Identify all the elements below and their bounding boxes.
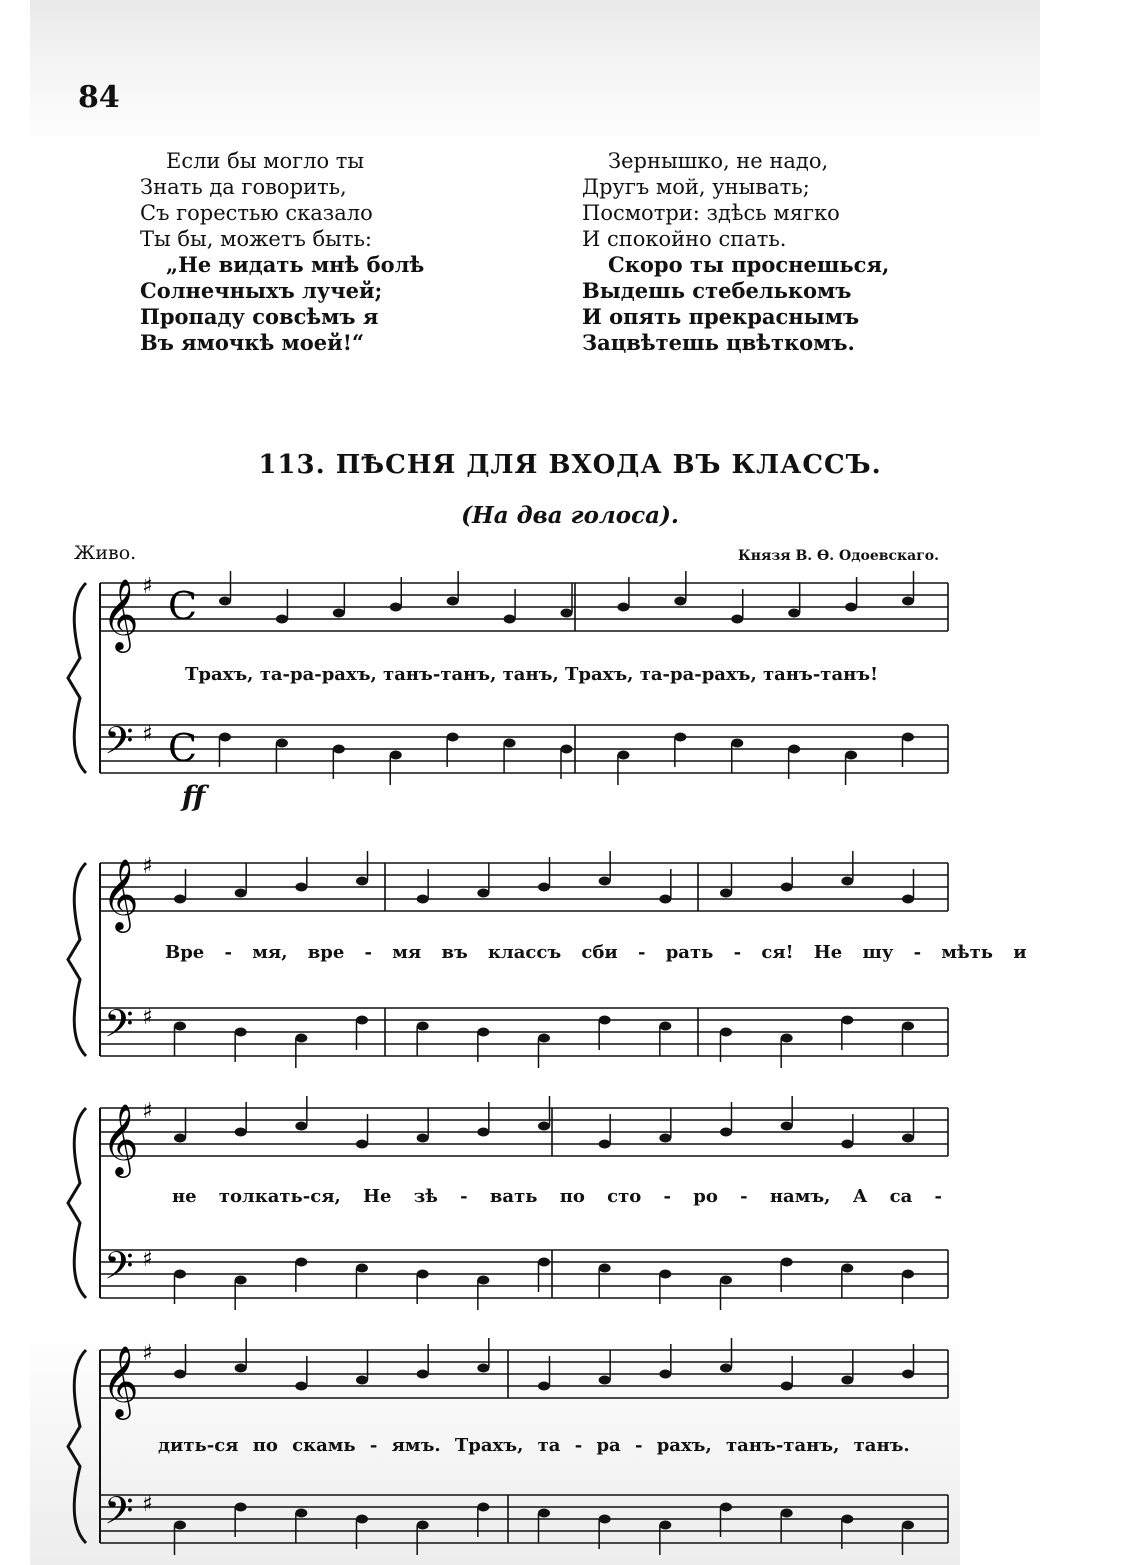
key-signature-sharp-icon: ♯ [142, 722, 153, 747]
key-signature-sharp-icon: ♯ [142, 1247, 153, 1272]
notehead [417, 1022, 429, 1031]
notehead [538, 1034, 550, 1043]
poem-line: Зернышко, не надо, [608, 149, 829, 173]
notehead [235, 1028, 247, 1037]
notehead [841, 1140, 853, 1149]
lyrics-line-4: дить-ся по скамь - ямъ. Трахъ, та - ра - рахъ, танъ-танъ, танъ. [158, 1435, 910, 1456]
notehead [538, 1509, 550, 1518]
notehead [235, 1128, 247, 1137]
notehead [720, 1364, 732, 1373]
notehead [720, 1503, 732, 1512]
notehead [599, 1140, 611, 1149]
notehead [538, 1122, 550, 1131]
notehead [781, 1258, 793, 1267]
notehead [477, 1028, 489, 1037]
notehead [417, 895, 429, 904]
notehead [295, 1509, 307, 1518]
notehead [504, 739, 516, 748]
notehead [295, 883, 307, 892]
composer-credit: Князя В. Ө. Одоевскаго. [738, 548, 939, 564]
notehead [356, 877, 368, 886]
notehead [845, 751, 857, 760]
bass-clef-icon: 𝄢 [104, 1001, 134, 1055]
poem-line: И опять прекраснымъ [582, 304, 860, 329]
notehead [902, 597, 914, 606]
notehead [295, 1258, 307, 1267]
notehead [219, 733, 231, 742]
notehead [788, 745, 800, 754]
notehead [504, 615, 516, 624]
poem-line: Если бы могло ты [166, 149, 365, 173]
notehead [788, 609, 800, 618]
notehead [538, 1258, 550, 1267]
notehead [841, 1016, 853, 1025]
notehead [390, 603, 402, 612]
notehead [599, 1016, 611, 1025]
notehead [781, 1122, 793, 1131]
notehead [561, 745, 573, 754]
poem-line: Солнечныхъ лучей; [140, 278, 383, 303]
notehead [902, 1022, 914, 1031]
notehead [417, 1370, 429, 1379]
notehead [781, 1382, 793, 1391]
common-time-icon: C [168, 726, 198, 770]
notehead [599, 1515, 611, 1524]
key-signature-sharp-icon: ♯ [142, 574, 153, 599]
notehead [477, 1276, 489, 1285]
treble-clef-icon: 𝄞 [102, 1102, 139, 1175]
notehead [659, 1370, 671, 1379]
lyrics-line-1: Трахъ, та-ра-рахъ, танъ-танъ, танъ, Трахъ, та-ра-рахъ, танъ-танъ! [185, 664, 878, 685]
notehead [902, 1134, 914, 1143]
bass-clef-icon: 𝄢 [104, 718, 134, 772]
notehead [174, 1134, 186, 1143]
notehead [417, 1270, 429, 1279]
tempo-marking: Живо. [74, 542, 137, 564]
poem-line: Другъ мой, унывать; [582, 175, 810, 199]
noteheads [174, 571, 914, 1555]
notehead [781, 1509, 793, 1518]
notehead [477, 889, 489, 898]
page-number: 84 [78, 80, 120, 115]
notehead [720, 1276, 732, 1285]
poem-line: Скоро ты проснешься, [608, 252, 890, 277]
notehead [235, 1503, 247, 1512]
notehead [781, 1034, 793, 1043]
notehead [356, 1016, 368, 1025]
notehead [659, 1270, 671, 1279]
notehead [174, 895, 186, 904]
poem-line: „Не видать мнѣ болѣ [166, 252, 425, 277]
notehead [659, 1022, 671, 1031]
poem-line: Выдешь стебелькомъ [582, 278, 852, 303]
notehead [902, 895, 914, 904]
notehead [417, 1521, 429, 1530]
notehead [174, 1270, 186, 1279]
notehead [356, 1140, 368, 1149]
song-subtitle: (На два голоса). [461, 502, 679, 529]
notehead [902, 733, 914, 742]
bass-clef-icon: 𝄢 [104, 1243, 134, 1297]
notehead [731, 615, 743, 624]
notehead [447, 733, 459, 742]
poem-line: Съ горестью сказало [140, 201, 373, 225]
notehead [561, 609, 573, 618]
notehead [617, 603, 629, 612]
notehead [845, 603, 857, 612]
notehead [599, 877, 611, 886]
notehead [333, 745, 345, 754]
dynamic-marking: ff [182, 780, 206, 813]
treble-clef-icon: 𝄞 [102, 577, 139, 650]
notehead [333, 609, 345, 618]
bass-clef-icon: 𝄢 [104, 1488, 134, 1542]
poem-line: Пропаду совсѣмъ я [140, 304, 379, 329]
notehead [174, 1022, 186, 1031]
notehead [720, 1028, 732, 1037]
notehead [477, 1364, 489, 1373]
poem-line: Въ ямочкѣ моей!“ [140, 330, 365, 355]
notehead [659, 895, 671, 904]
notehead [902, 1370, 914, 1379]
notehead [599, 1264, 611, 1273]
key-signature-sharp-icon: ♯ [142, 1005, 153, 1030]
notehead [720, 889, 732, 898]
notehead [295, 1034, 307, 1043]
poem-line: Знать да говорить, [140, 175, 347, 199]
notehead [659, 1134, 671, 1143]
poem-line: Посмотри: здѣсь мягко [582, 201, 840, 225]
notehead [538, 883, 550, 892]
notehead [356, 1515, 368, 1524]
notehead [390, 751, 402, 760]
brace [68, 1350, 86, 1543]
brace [68, 863, 86, 1056]
notehead [356, 1264, 368, 1273]
key-signature-sharp-icon: ♯ [142, 1099, 153, 1124]
key-signature-sharp-icon: ♯ [142, 1341, 153, 1366]
common-time-icon: C [168, 584, 198, 628]
lyrics-line-3: не толкать-ся, Не зѣ - вать по сто - ро - намъ, А са - [172, 1186, 942, 1207]
poem-line: Зацвѣтешь цвѣткомъ. [582, 330, 855, 355]
notehead [276, 615, 288, 624]
notehead [276, 739, 288, 748]
notehead [417, 1134, 429, 1143]
notehead [841, 1264, 853, 1273]
notehead [174, 1521, 186, 1530]
song-title: 113. ПѢСНЯ ДЛЯ ВХОДА ВЪ КЛАССЪ. [258, 450, 882, 480]
notehead [599, 1376, 611, 1385]
notehead [295, 1382, 307, 1391]
notehead [477, 1128, 489, 1137]
staff-systems [68, 574, 948, 1543]
notehead [235, 889, 247, 898]
notehead [731, 739, 743, 748]
notehead [538, 1382, 550, 1391]
treble-clef-icon: 𝄞 [102, 1344, 139, 1417]
notehead [674, 597, 686, 606]
notehead [720, 1128, 732, 1137]
key-signature-sharp-icon: ♯ [142, 1492, 153, 1517]
notehead [477, 1503, 489, 1512]
notehead [902, 1521, 914, 1530]
notehead [235, 1364, 247, 1373]
notehead [295, 1122, 307, 1131]
key-signature-sharp-icon: ♯ [142, 854, 153, 879]
notehead [841, 1376, 853, 1385]
notehead [659, 1521, 671, 1530]
poem-line: И спокойно спать. [582, 227, 787, 251]
notehead [674, 733, 686, 742]
notehead [617, 751, 629, 760]
notehead [356, 1376, 368, 1385]
brace [68, 1108, 86, 1298]
notehead [781, 883, 793, 892]
notehead [447, 597, 459, 606]
lyrics-line-2: Вре - мя, вре - мя въ классъ сби - рать - ся! Не шу - мѣть и [165, 942, 1027, 963]
notehead [902, 1270, 914, 1279]
notehead [235, 1276, 247, 1285]
notehead [841, 1515, 853, 1524]
notehead [174, 1370, 186, 1379]
poem-line: Ты бы, можетъ быть: [140, 227, 372, 251]
brace [68, 583, 86, 773]
treble-clef-icon: 𝄞 [102, 857, 139, 930]
notehead [841, 877, 853, 886]
notehead [219, 597, 231, 606]
